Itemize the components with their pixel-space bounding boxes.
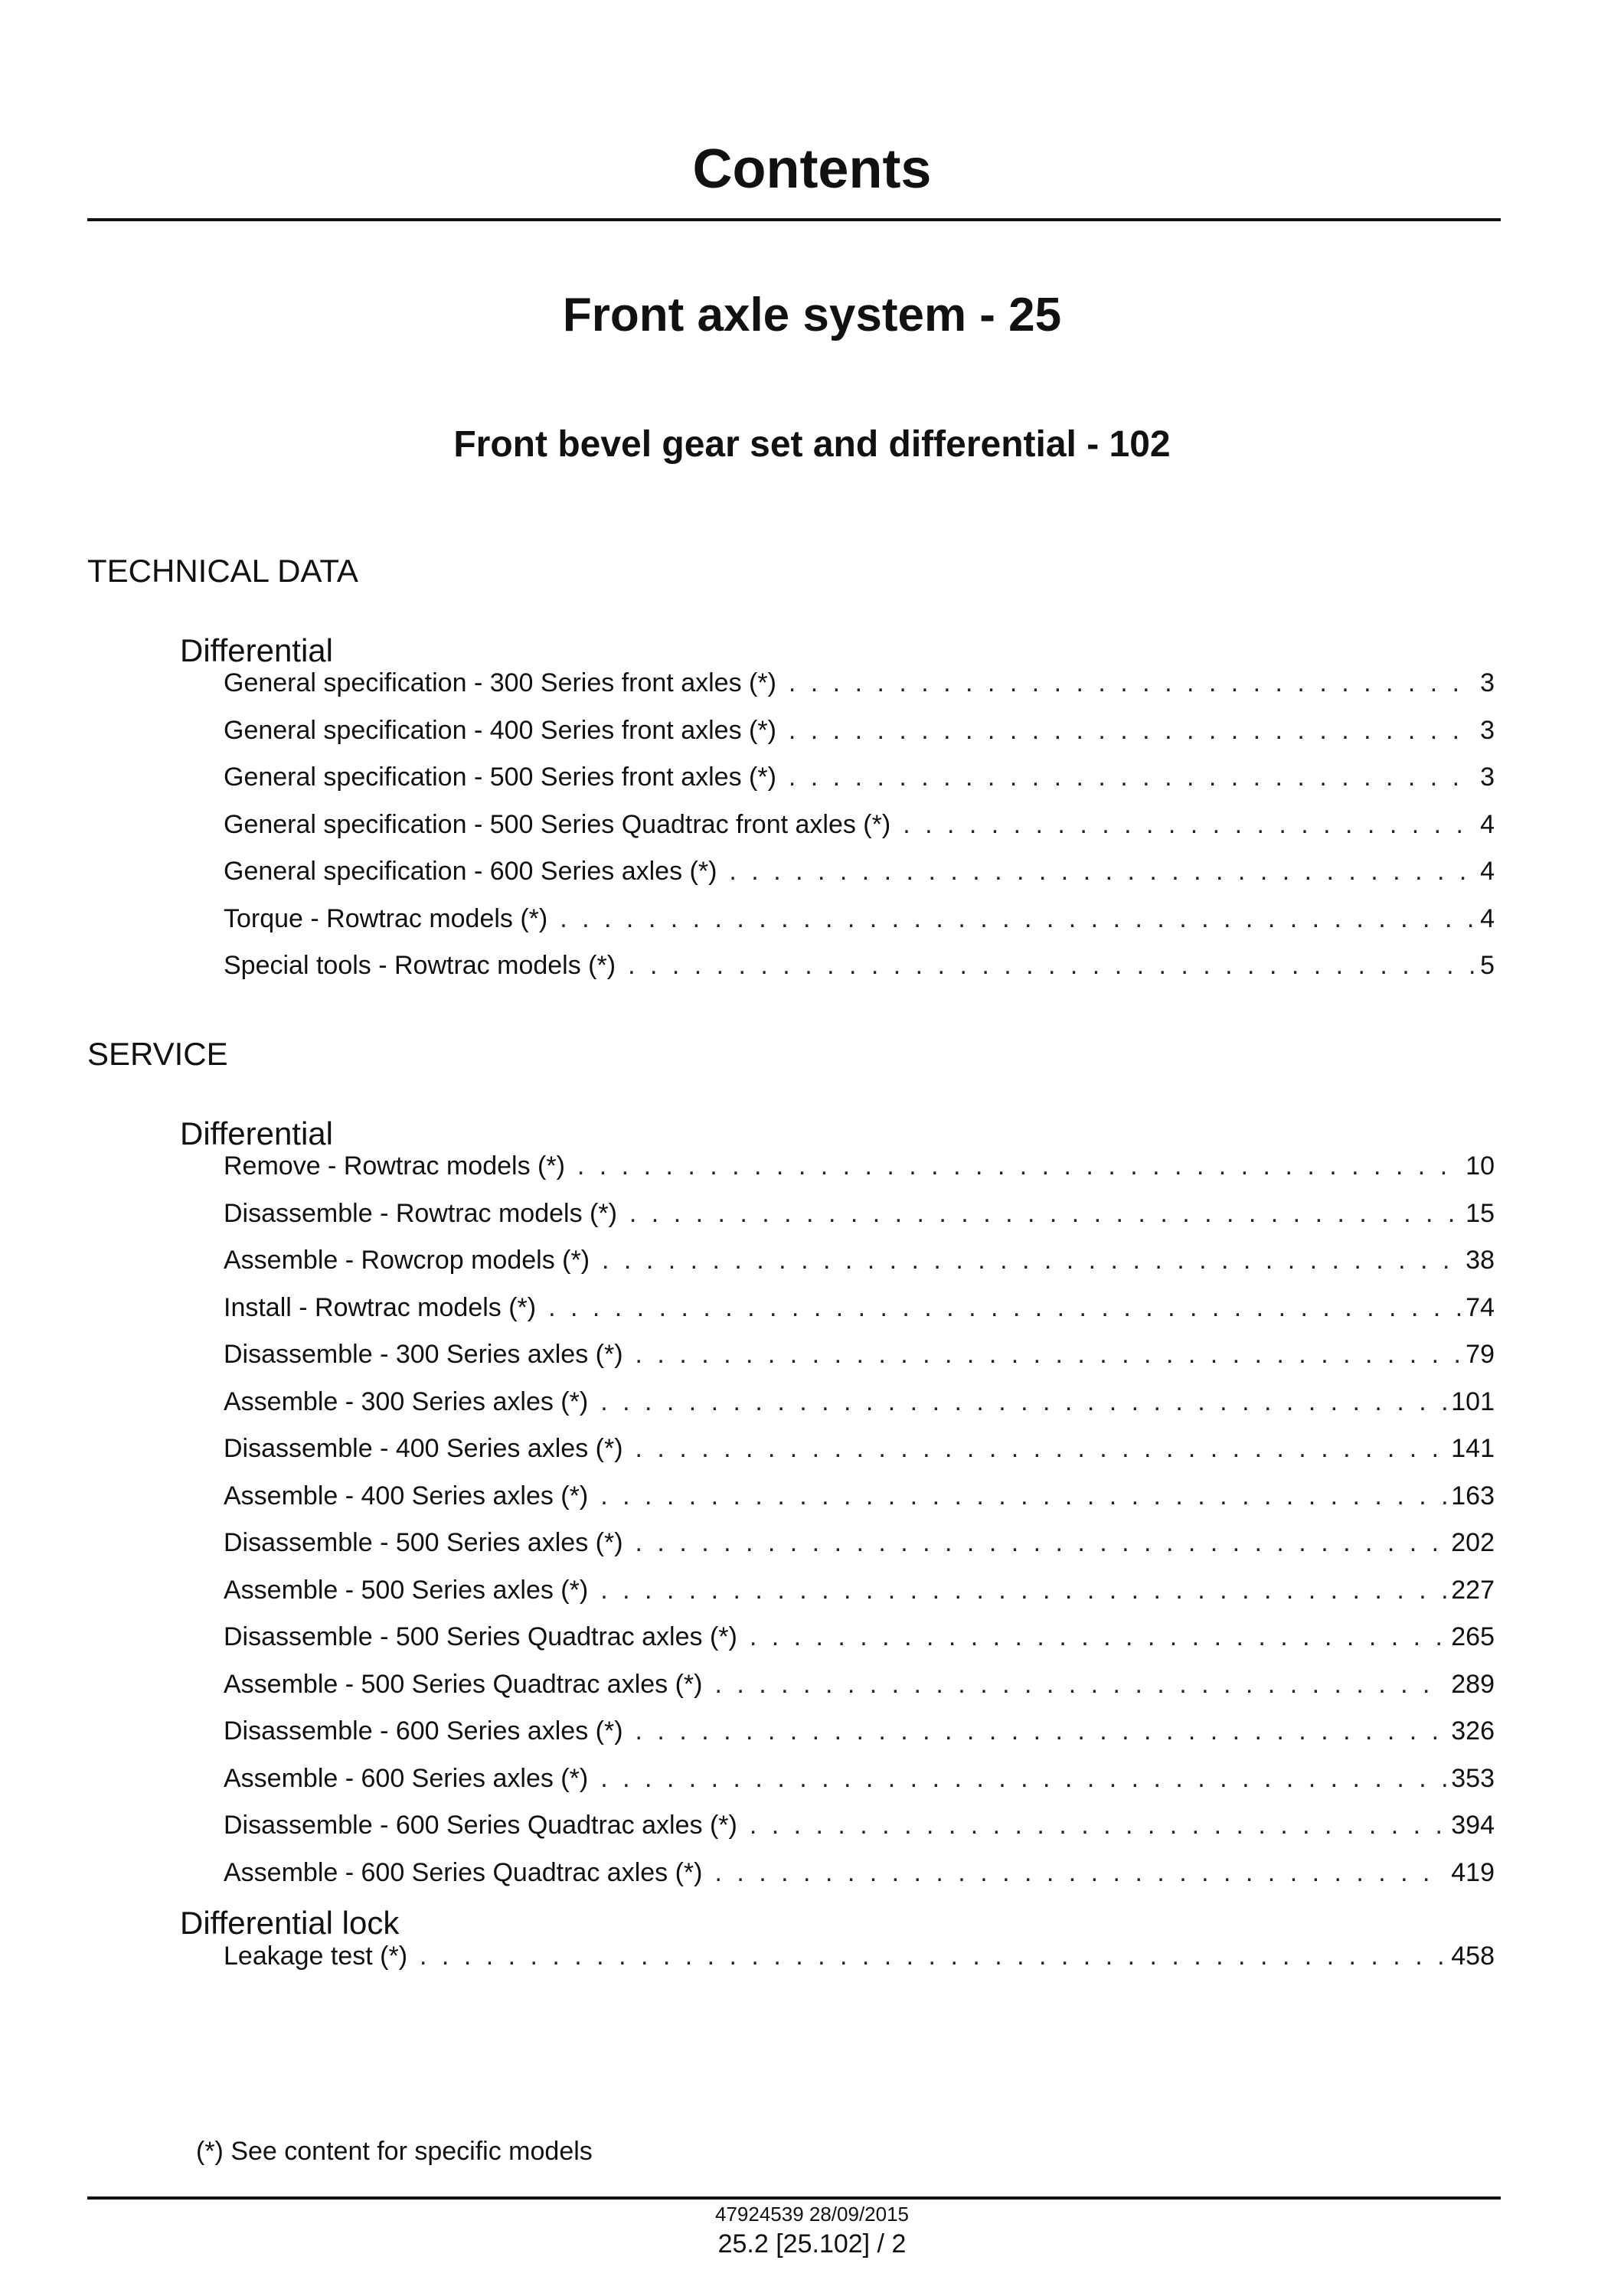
toc-entry-title: Assemble - 500 Series axles (*)	[224, 1576, 589, 1605]
toc-entry-title: Assemble - 400 Series axles (*)	[224, 1481, 589, 1511]
toc-entry-page: 3	[1480, 716, 1495, 745]
dot-leader	[636, 1434, 1447, 1464]
toc-entry-title: Remove - Rowtrac models (*)	[224, 1151, 565, 1181]
toc-entry-page: 4	[1480, 857, 1495, 886]
dot-leader	[600, 1387, 1446, 1417]
toc-entry[interactable]	[224, 1670, 1495, 1705]
dot-leader	[560, 904, 1475, 934]
dot-leader	[750, 1811, 1446, 1840]
dot-leader	[629, 1199, 1461, 1229]
toc-entry-title: Assemble - 600 Series Quadtrac axles (*)	[224, 1858, 703, 1887]
toc-entry-page: 163	[1451, 1481, 1495, 1511]
toc-entry-title: Disassemble - 500 Series Quadtrac axles (*)	[224, 1622, 737, 1651]
toc-entry-page: 5	[1480, 951, 1495, 980]
toc-entry-page: 74	[1466, 1293, 1495, 1322]
dot-leader	[789, 668, 1475, 698]
toc-entry[interactable]	[224, 716, 1495, 751]
toc-entry-title: General specification - 500 Series Quadtrac front axles (*)	[224, 810, 891, 839]
toc-entry-page: 141	[1451, 1434, 1495, 1463]
toc-entry-page: 4	[1480, 904, 1495, 933]
dot-leader	[789, 716, 1475, 746]
dot-leader	[789, 763, 1475, 792]
dot-leader	[600, 1764, 1446, 1794]
toc-entry[interactable]	[224, 668, 1495, 704]
toc-entry[interactable]	[224, 1387, 1495, 1422]
toc-entry[interactable]	[224, 810, 1495, 845]
toc-entry-title: Assemble - 500 Series Quadtrac axles (*)	[224, 1670, 703, 1699]
toc-entry-page: 458	[1451, 1942, 1495, 1971]
toc-entry-page: 353	[1451, 1764, 1495, 1793]
toc-entry-title: Assemble - 300 Series axles (*)	[224, 1387, 589, 1416]
toc-entry-page: 289	[1451, 1670, 1495, 1699]
dot-leader	[729, 857, 1475, 887]
dot-leader	[636, 1528, 1447, 1558]
toc-entry[interactable]	[224, 904, 1495, 939]
dot-leader	[714, 1858, 1446, 1888]
toc-entry-page: 326	[1451, 1716, 1495, 1746]
group-heading: Front bevel gear set and differential - 102	[453, 424, 1171, 465]
toc-entry[interactable]	[224, 1576, 1495, 1611]
toc-entry[interactable]	[224, 1811, 1495, 1846]
toc-entry-title: Torque - Rowtrac models (*)	[224, 904, 548, 933]
toc-entry-title: Disassemble - 600 Series axles (*)	[224, 1716, 623, 1746]
toc-entry-page: 202	[1451, 1528, 1495, 1557]
toc-entry-page: 4	[1480, 810, 1495, 839]
dot-leader	[636, 1340, 1462, 1370]
dot-leader	[548, 1293, 1461, 1323]
toc-entry[interactable]	[224, 1293, 1495, 1328]
toc-entry-title: General specification - 500 Series front axles (*)	[224, 763, 776, 792]
toc-entry-title: General specification - 400 Series front axles (*)	[224, 716, 776, 745]
dot-leader	[600, 1576, 1446, 1605]
toc-entry-title: General specification - 600 Series axles (*)	[224, 857, 717, 886]
toc-entry-page: 15	[1466, 1199, 1495, 1228]
toc-entry-title: Disassemble - 400 Series axles (*)	[224, 1434, 623, 1463]
dot-leader	[600, 1481, 1446, 1511]
toc-entry-page: 10	[1466, 1151, 1495, 1181]
toc-entry[interactable]	[224, 951, 1495, 986]
toc-entry[interactable]	[224, 1528, 1495, 1563]
page-reference: 25.2 [25.102] / 2	[717, 2229, 907, 2258]
toc-entry-title: Assemble - Rowcrop models (*)	[224, 1246, 590, 1275]
dot-leader	[903, 810, 1475, 840]
toc-entry-page: 3	[1480, 668, 1495, 697]
dot-leader	[577, 1151, 1461, 1181]
toc-entry[interactable]	[224, 1246, 1495, 1281]
toc-entry-title: Leakage test (*)	[224, 1942, 408, 1971]
subsection-differential-lock: Differential lock	[180, 1905, 400, 1941]
subsection-differential: Differential	[180, 1115, 333, 1151]
dot-leader	[420, 1942, 1446, 1971]
toc-entry-title: Install - Rowtrac models (*)	[224, 1293, 537, 1322]
toc-entry-page: 419	[1451, 1858, 1495, 1887]
toc-entry[interactable]	[224, 1434, 1495, 1469]
section-service: SERVICE	[87, 1036, 228, 1072]
header-rule	[87, 218, 1501, 221]
toc-entry-title: Assemble - 600 Series axles (*)	[224, 1764, 589, 1793]
dot-leader	[628, 951, 1475, 981]
toc-entry[interactable]	[224, 1942, 1495, 1977]
toc-entry-page: 394	[1451, 1811, 1495, 1840]
dot-leader	[602, 1246, 1461, 1275]
toc-entry-page: 265	[1451, 1622, 1495, 1651]
toc-entry-title: Disassemble - 500 Series axles (*)	[224, 1528, 623, 1557]
toc-entry[interactable]	[224, 1481, 1495, 1517]
toc-entry-page: 227	[1451, 1576, 1495, 1605]
toc-entry[interactable]	[224, 1858, 1495, 1893]
subsection-differential: Differential	[180, 632, 333, 668]
toc-entry-page: 101	[1451, 1387, 1495, 1416]
toc-entry-title: Special tools - Rowtrac models (*)	[224, 951, 616, 980]
document-id: 47924539 28/09/2015	[714, 2203, 910, 2226]
dot-leader	[750, 1622, 1446, 1652]
toc-entry-title: Disassemble - Rowtrac models (*)	[224, 1199, 617, 1228]
toc-entry[interactable]	[224, 763, 1495, 798]
footnote: (*) See content for specific models	[196, 2137, 593, 2166]
toc-entry[interactable]	[224, 1764, 1495, 1799]
page-title: Contents	[692, 139, 932, 200]
toc-entry[interactable]	[224, 1622, 1495, 1657]
toc-entry[interactable]	[224, 1716, 1495, 1752]
toc-entry[interactable]	[224, 1199, 1495, 1234]
toc-entry-title: General specification - 300 Series front axles (*)	[224, 668, 776, 697]
toc-entry-page: 79	[1466, 1340, 1495, 1369]
toc-entry[interactable]	[224, 1151, 1495, 1187]
toc-entry[interactable]	[224, 1340, 1495, 1375]
footer-rule	[87, 2196, 1501, 2200]
section-technical-data: TECHNICAL DATA	[87, 553, 358, 589]
toc-entry-page: 3	[1480, 763, 1495, 792]
system-heading: Front axle system - 25	[562, 289, 1062, 341]
toc-entry[interactable]	[224, 857, 1495, 892]
dot-leader	[636, 1716, 1447, 1746]
dot-leader	[714, 1670, 1446, 1700]
toc-entry-title: Disassemble - 300 Series axles (*)	[224, 1340, 623, 1369]
toc-entry-page: 38	[1466, 1246, 1495, 1275]
toc-entry-title: Disassemble - 600 Series Quadtrac axles (*)	[224, 1811, 737, 1840]
